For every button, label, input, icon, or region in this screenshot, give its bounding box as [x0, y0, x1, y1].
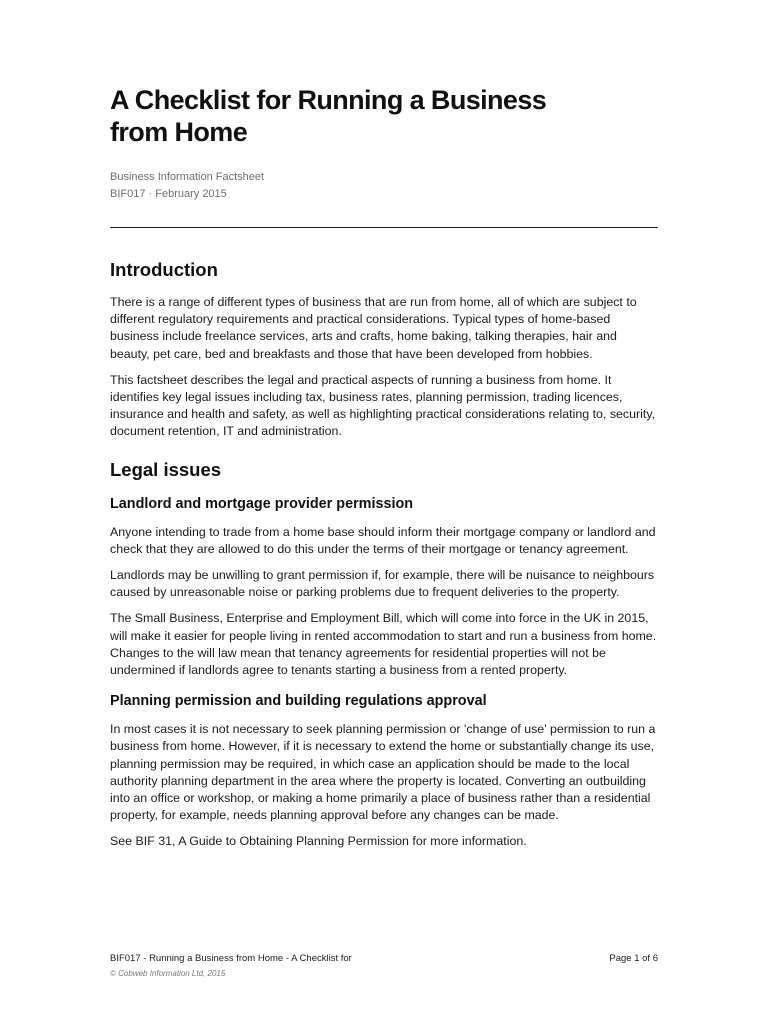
- introduction-paragraph: There is a range of different types of business that are run from home, all of which are subject to different regulatory requirements and practical considerations. Typical types of home-based business include freelance services, arts and crafts, home baking, talking therapies, hair and beauty, pet care, bed and breakfasts and those that have been developed from hobbies.: [110, 295, 637, 361]
- legal-issues-heading: Legal issues: [110, 458, 222, 480]
- document-reference: BIF017 · February 2015: [110, 188, 227, 200]
- document-meta: [110, 169, 658, 203]
- document-page: [110, 84, 658, 860]
- introduction-heading: Introduction: [110, 259, 218, 280]
- title-line-2: from Home: [110, 117, 248, 147]
- document-title: [110, 84, 658, 148]
- introduction-paragraph: This factsheet describes the legal and practical aspects of running a business from home. It identifies key legal issues including tax, business rates, planning permission, trading licences, insurance and health and safety, as well as highlighting practical considerations relating to, security, document retention, IT and administration.: [110, 372, 656, 439]
- landlord-paragraph: Anyone intending to trade from a home base should inform their mortgage company or landlord and check that they are allowed to do this under the terms of their mortgage or tenancy agreement.: [110, 524, 656, 556]
- page-footer: [110, 952, 658, 978]
- page-number: Page 1 of 6: [609, 953, 658, 964]
- planning-paragraph: See BIF 31, A Guide to Obtaining Planning Permission for more information.: [110, 834, 527, 849]
- copyright-notice: © Cobweb Information Ltd, 2015: [110, 969, 226, 978]
- title-line-1: A Checklist for Running a Business: [110, 85, 547, 115]
- landlord-permission-heading: Landlord and mortgage provider permission: [110, 495, 414, 512]
- landlord-paragraph: The Small Business, Enterprise and Employment Bill, which will come into force in the UK in 2015, will make it easier for people living in rented accommodation to start and run a business from home. Changes to the will law mean that tenancy agreements for residential properties will not be undermined if landlords agree to tenants starting a business from a rented property.: [110, 611, 657, 678]
- footer-document-title: BIF017 - Running a Business from Home - A Checklist for: [110, 953, 352, 964]
- landlord-paragraph: Landlords may be unwilling to grant permission if, for example, there will be nuisance to neighbours caused by unreasonable noise or parking problems due to frequent deliveries to the property.: [110, 568, 655, 600]
- document-subtitle: Business Information Factsheet: [110, 171, 265, 183]
- title-divider: [110, 227, 658, 228]
- planning-permission-heading: Planning permission and building regulations approval: [110, 693, 487, 710]
- planning-paragraph: In most cases it is not necessary to seek planning permission or 'change of use' permission to run a business from home. However, if it is necessary to extend the home or substantially change its use, planning permission may be required, in which case an application should be made to the local authority planning department in the area where the property is located. Converting an outbuilding into an office or workshop, or making a home primarily a place of business rather than a residential property, for example, needs planning approval before any changes can be made.: [110, 722, 656, 823]
